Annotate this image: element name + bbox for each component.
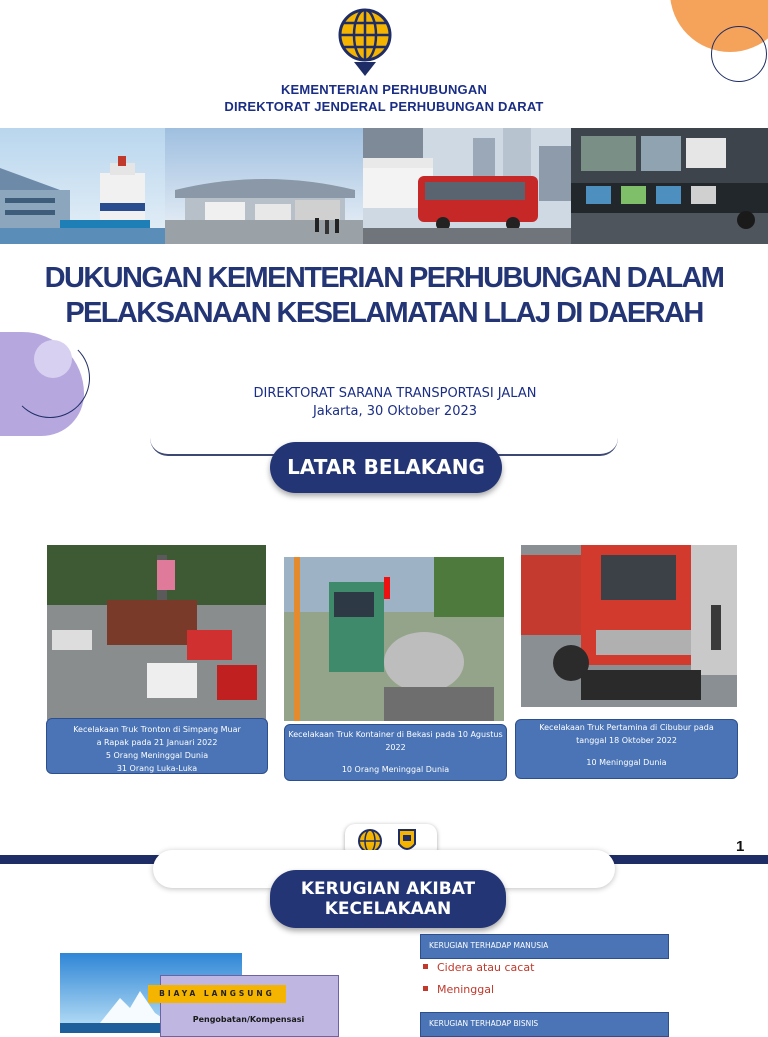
business-loss-header: KERUGIAN TERHADAP BISNIS bbox=[420, 1012, 669, 1037]
caption-line: tanggal 18 Oktober 2022 bbox=[576, 736, 677, 745]
accident-caption-2 bbox=[284, 724, 507, 781]
kerugian-heading-line1: KERUGIAN AKIBAT bbox=[300, 879, 476, 899]
city-bus-photo bbox=[363, 128, 571, 244]
human-loss-item-label: Meninggal bbox=[437, 983, 495, 996]
human-loss-header: KERUGIAN TERHADAP MANUSIA bbox=[420, 934, 669, 959]
accident-photo-3 bbox=[521, 545, 737, 707]
ministry-name: KEMENTERIAN PERHUBUNGAN bbox=[280, 82, 488, 97]
port-terminal-photo bbox=[0, 128, 165, 244]
bullet-icon bbox=[423, 986, 428, 991]
bullet-icon bbox=[423, 964, 428, 969]
caption-line: Kecelakaan Truk Kontainer di Bekasi pada 10 Agustus bbox=[288, 730, 503, 739]
caption-line: 10 Meninggal Dunia bbox=[586, 758, 667, 767]
photo-banner bbox=[0, 128, 768, 244]
ring-decor-shape bbox=[711, 26, 767, 82]
human-loss-item-label: Cidera atau cacat bbox=[437, 961, 535, 974]
caption-line: Kecelakaan Truk Tronton di Simpang Muar bbox=[73, 725, 241, 734]
accident-photo-1 bbox=[47, 545, 266, 720]
kerugian-heading bbox=[270, 870, 506, 928]
caption-line: a Rapak pada 21 Januari 2022 bbox=[96, 738, 218, 747]
page-number: 1 bbox=[736, 838, 745, 855]
place-date: Jakarta, 30 Oktober 2023 bbox=[312, 404, 478, 419]
caption-line: 31 Orang Luka-Luka bbox=[116, 764, 198, 773]
caption-line: 2022 bbox=[385, 743, 406, 752]
caption-line: 5 Orang Meninggal Dunia bbox=[105, 751, 209, 760]
latar-belakang-heading: LATAR BELAKANG bbox=[270, 442, 502, 493]
caption-line: 10 Orang Meninggal Dunia bbox=[341, 765, 450, 774]
kemenhub-globe-logo bbox=[334, 6, 396, 78]
accident-caption-3 bbox=[515, 719, 738, 779]
directorate-subtitle: DIREKTORAT SARANA TRANSPORTASI JALAN bbox=[253, 386, 537, 401]
accident-photo-2 bbox=[284, 557, 504, 721]
main-title-line2: PELAKSANAAN KESELAMATAN LLAJ DI DAERAH bbox=[65, 297, 703, 329]
biaya-item: Pengobatan/Kompensasi bbox=[192, 1015, 305, 1024]
control-room-photo bbox=[571, 128, 768, 244]
caption-line: Kecelakaan Truk Pertamina di Cibubur pada bbox=[539, 723, 714, 732]
bus-terminal-photo bbox=[165, 128, 363, 244]
directorate-name: DIREKTORAT JENDERAL PERHUBUNGAN DARAT bbox=[224, 99, 544, 114]
human-loss-item bbox=[423, 983, 494, 996]
accident-caption-1 bbox=[46, 718, 268, 774]
human-loss-item bbox=[423, 961, 534, 974]
kerugian-heading-line2: KECELAKAAN bbox=[324, 899, 452, 919]
biaya-langsung-tag: BIAYA LANGSUNG bbox=[148, 985, 286, 1003]
main-title-line1: DUKUNGAN KEMENTERIAN PERHUBUNGAN DALAM bbox=[44, 262, 724, 294]
